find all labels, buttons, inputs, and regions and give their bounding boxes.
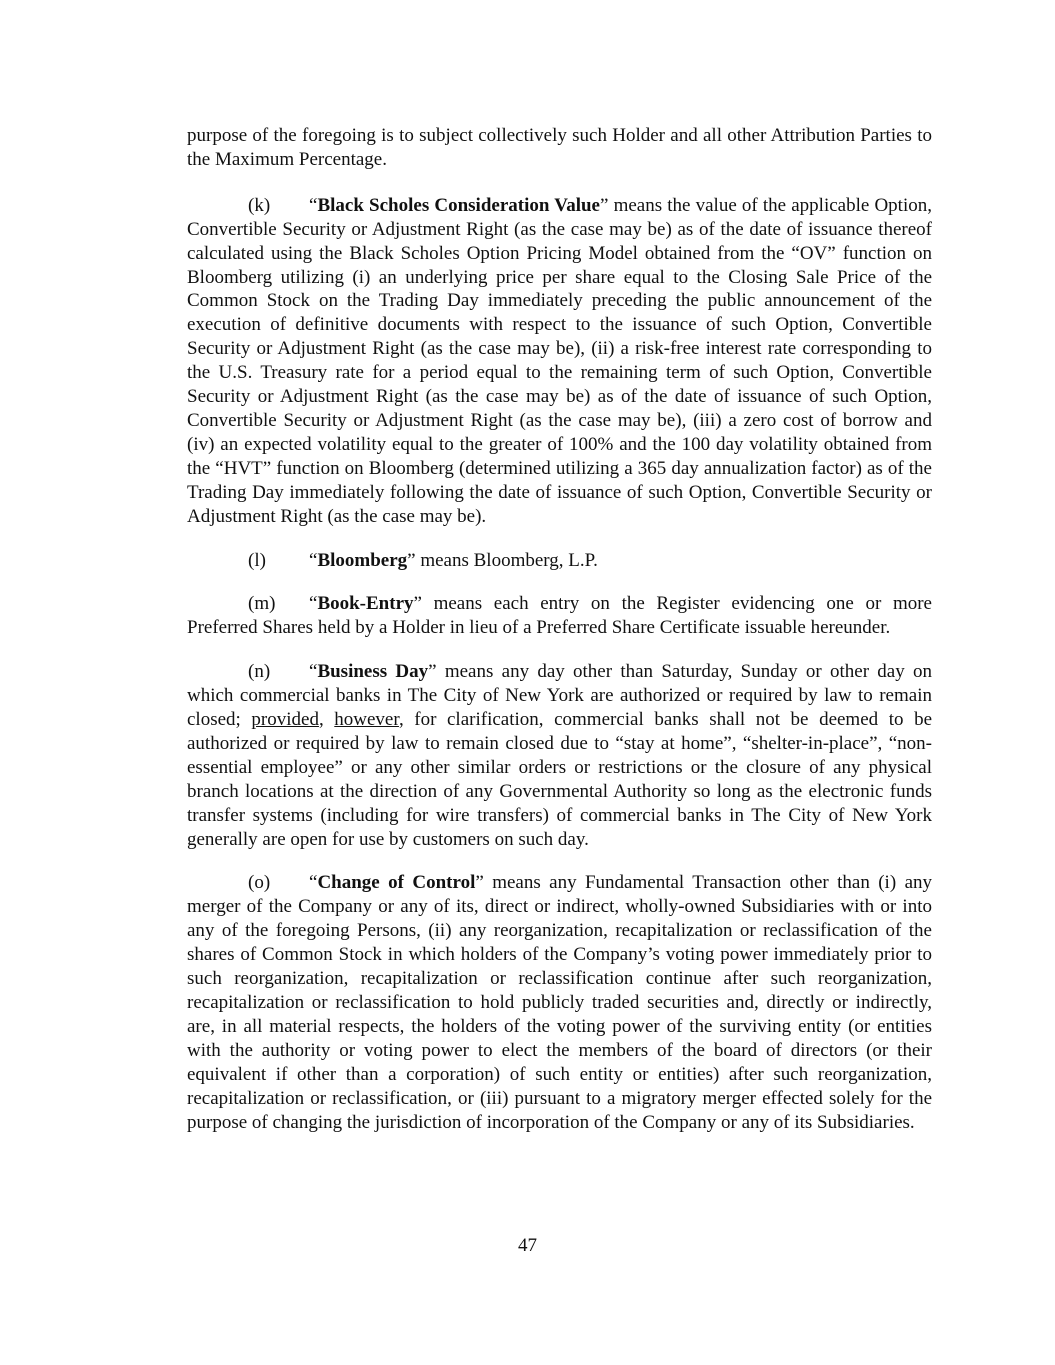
intro-text: purpose of the foregoing is to subject collectively such Holder and all other Attribution Parties to the Maximum Percentage. [187,125,932,170]
definition-n-however: however [334,709,399,731]
definition-k-label: (k) [248,194,271,216]
definition-o-label: (o) [248,872,271,894]
definition-l-term: Bloomberg [317,549,408,571]
definition-o-term: Change of Control [317,872,476,894]
page-number: 47 [518,1235,537,1256]
definition-k: (k) “Black Scholes Consideration Value” means the value of the applicable Option, Convertible Security or Adjustment Right (as the case may be) as of the date of issuance thereof calculated using the Black Scholes Option Pricing Model obtained from the “OV” function on Bloomberg utilizing (i) an underlying price per share equal to the Closing Sale Price of the Common Stock on the Trading Day immediately preceding the public announcement of the execution of definitive documents with respect to the issuance of such Option, Convertible Security or Adjustment Right (as the case may be), (ii) a risk-free interest rate corresponding to the U.S. Treasury rate for a period equal to the remaining term of such Option, Convertible Security or Adjustment Right (as the case may be) as of the date of issuance of such Option, Convertible Security or Adjustment Right (as the case may be), (iii) a zero cost of borrow and (iv) an expected volatility equal to the greater of 100% and the 100 day volatility obtained from the “HVT” function on Bloomberg (determined utilizing a 365 day annualization factor) as of the Trading Day immediately following the date of issuance of such Option, Convertible Security or Adjustment Right (as the case may be). [187,194,932,527]
definition-l-label: (l) [248,549,266,571]
definition-n-term: Business Day [317,661,429,683]
definition-m-body: means each entry on the Register evidencing one or more Preferred Shares held by a Holder in lieu of a Preferred Share Certificate issuable hereunder. [187,593,932,639]
definition-k-body: means the value of the applicable Option, Convertible Security or Adjustment Right (as the case may be) as of the date of issuance thereof calculated using the Black Scholes Option Pricing Model obtained from the “OV” function on Bloomberg utilizing (i) an underlying price per share equal to the Closing Sale Price of the Common Stock on the Trading Day immediately preceding the public announcement of the execution of definitive documents with respect to the issuance of such Option, Convertible Security or Adjustment Right (as the case may be), (ii) a risk-free interest rate corresponding to the U.S. Treasury rate for a period equal to the remaining term of such Option, Convertible Security or Adjustment Right (as the case may be) as of the date of issuance of such Option, Convertible Security or Adjustment Right (as the case may be), (iii) a zero cost of borrow and (iv) an expected volatility equal to the greater of 100% and the 100 day volatility obtained from the “HVT” function on Bloomberg (determined utilizing a 365 day annualization factor) as of the Trading Day immediately following the date of issuance of such Option, Convertible Security or Adjustment Right (as the case may be). [187,194,932,527]
document-page [187,124,932,1154]
definition-o: (o) “Change of Control” means any Fundamental Transaction other than (i) any merger of the Company or any of its, direct or indirect, wholly-owned Subsidiaries with or into any of the foregoing Persons, (ii) any reorganization, recapitalization or reclassification of the shares of Common Stock in which holders of the Company’s voting power immediately prior to such reorganization, recapitalization or reclassification continue after such reorganization, recapitalization or reclassification to hold publicly traded securities and, directly or indirectly, are, in all material respects, the holders of the voting power of the surviving entity (or entities with the authority or voting power to elect the members of the board of directors (or their equivalent if other than a corporation) of such entity or entities) after such reorganization, recapitalization or reclassification, or (iii) pursuant to a migratory merger effected solely for the purpose of changing the jurisdiction of incorporation of the Company or any of its Subsidiaries. [187,872,932,1133]
definition-n-body-a: means any day other than Saturday, Sunday or other day on which commercial banks in The City of New York are authorized or required by law to remain closed; [187,661,932,731]
definition-l: (l) “Bloomberg” means Bloomberg, L.P. [248,549,598,571]
definition-n-provided: provided [251,709,319,731]
intro-paragraph [187,124,932,172]
definition-m-term: Book-Entry [317,593,414,615]
definition-o-body: means any Fundamental Transaction other than (i) any merger of the Company or any of its, direct or indirect, wholly-owned Subsidiaries with or into any of the foregoing Persons, (ii) any reorganization, recapitalization or reclassification of the shares of Common Stock in which holders of the Company’s voting power immediately prior to such reorganization, recapitalization or reclassification continue after such reorganization, recapitalization or reclassification to hold publicly traded securities and, directly or indirectly, are, in all material respects, the holders of the voting power of the surviving entity (or entities with the authority or voting power to elect the members of the board of directors (or their equivalent if other than a corporation) of such entity or entities) after such reorganization, recapitalization or reclassification, or (iii) pursuant to a migratory merger effected solely for the purpose of changing the jurisdiction of incorporation of the Company or any of its Subsidiaries. [187,872,932,1133]
definition-k-term: Black Scholes Consideration Value [317,194,600,216]
definition-m-label: (m) [248,593,276,615]
definition-n-body-b: , for clarification, commercial banks shall not be deemed to be authorized or required by law to remain closed due to “stay at home”, “shelter-in-place”, “non-essential employee” or any other similar orders or restrictions or the closure of any physical branch locations at the direction of any Governmental Authority so long as the electronic funds transfer systems (including for wire transfers) of commercial banks in The City of New York generally are open for use by customers on such day. [187,709,933,850]
definition-n: (n) “Business Day” means any day other than Saturday, Sunday or other day on which commercial banks in The City of New York are authorized or required by law to remain closed; provided, however, for clarification, commercial banks shall not be deemed to be authorized or required by law to remain closed due to “stay at home”, “shelter-in-place”, “non-essential employee” or any other similar orders or restrictions or the closure of any physical branch locations at the direction of any Governmental Authority so long as the electronic funds transfer systems (including for wire transfers) of commercial banks in The City of New York generally are open for use by customers on such day. [187,661,933,850]
definition-l-body: means Bloomberg, L.P. [415,549,598,571]
definition-n-label: (n) [248,661,271,683]
definition-m: (m) “Book-Entry” means each entry on the Register evidencing one or more Preferred Shares held by a Holder in lieu of a Preferred Share Certificate issuable hereunder. [187,593,932,639]
definition-n-separator: , [318,709,335,731]
